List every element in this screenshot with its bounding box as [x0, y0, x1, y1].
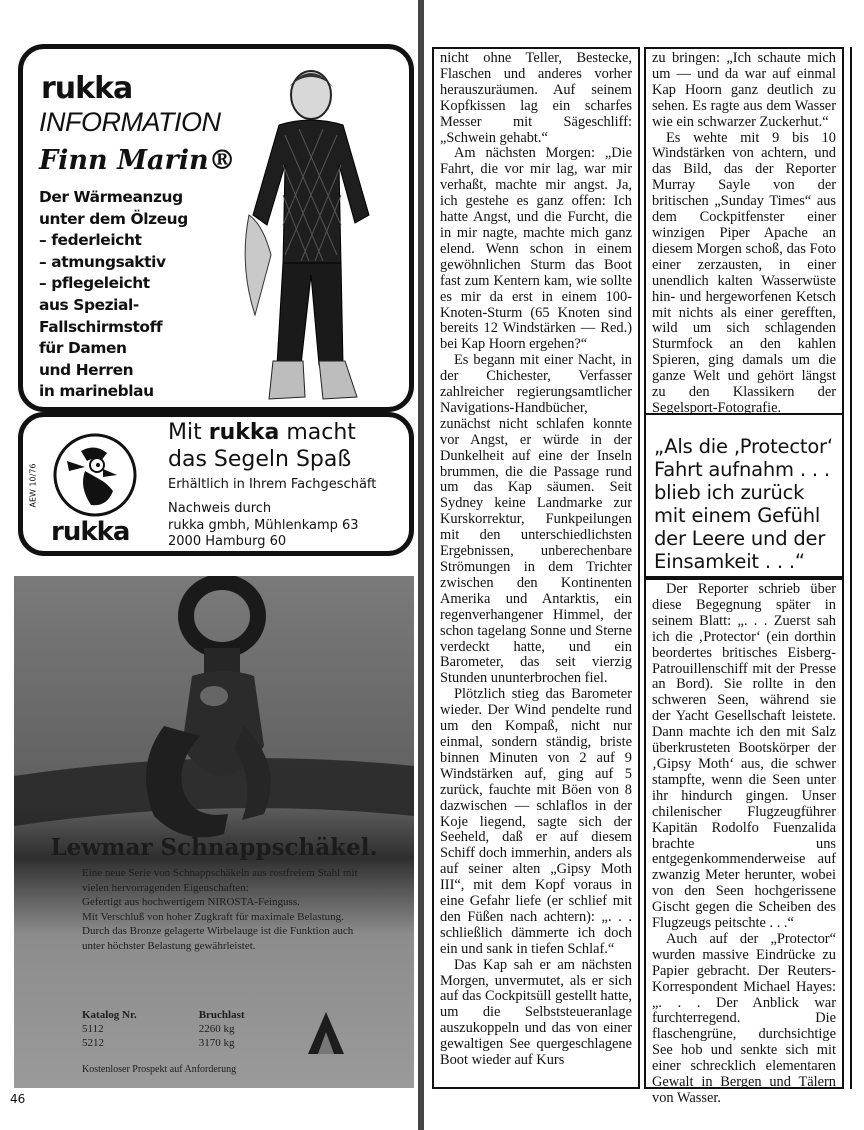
- table-header: Bruchlast: [198, 1009, 245, 1021]
- article-paragraph: Am nächsten Morgen: „Die Fahrt, die vor mir lag, war mir verhaßt, machte mir angst. Ja, ich gestehe es ganz offen: Ich hatte Angst, und die Furcht, die in mir nagte, machte mich ganz elend. Wenn schon in einem gewöhnlichen Sturm das Boot fast zum Kentern kam, wie sollte es mir da erst in einem 100-Knoten-Sturm (65 Knoten sind bereits 12 Windstärken — Red.) bei Kap Hoorn ergehen?“: [440, 145, 632, 353]
- rukka-ad-top-panel: [18, 44, 414, 412]
- page-number: 46: [10, 1092, 26, 1106]
- lewmar-footer: Kostenloser Prospekt auf Anforderung: [82, 1064, 237, 1075]
- rukka-claim: Fallschirmstoff: [39, 317, 163, 336]
- lewmar-headline: Lewmar Schnappschäkel.: [50, 834, 378, 861]
- article-column-2-bottom: [644, 578, 844, 1106]
- contact-line: Nachweis durch: [168, 501, 272, 516]
- contact-line: rukka gmbh, Mühlenkamp 63: [168, 517, 359, 533]
- rukka-claim: und Herren: [39, 360, 134, 379]
- article-paragraph: Auch auf der „Protector“ wurden massive Eindrücke zu Papier gebracht. Der Reuters-Korrespondent Michael Hayes: „. . . Der Anblick war furchterregend. Die flaschengrüne, durchsichtige See hob und senkte sich mit einer schrecklich elementaren Gewalt in Bergen und Tälern von Wasser.: [652, 930, 836, 1106]
- rukka-availability: Erhältlich in Ihrem Fachgeschäft: [168, 477, 377, 492]
- contact-line: 2000 Hamburg 60: [168, 534, 287, 549]
- article-paragraph: Das Kap sah er am nächsten Morgen, unvermutet, als er sich auf das Cockpitsüll gestellt hatte, um die Selbststeueranlage auszukoppeln und das von einer gewaltigen See quergeschlagene Boot wieder auf Kurs: [440, 956, 632, 1069]
- slogan-post: macht: [286, 420, 356, 445]
- slogan-pre: Mit: [168, 420, 202, 445]
- table-row: [82, 1036, 298, 1050]
- rukka-slogan: [168, 419, 356, 473]
- rukka-ad-code: [25, 437, 41, 537]
- slogan-brand: rukka: [208, 420, 280, 445]
- rukka-headline: INFORMATION: [39, 107, 221, 137]
- table-cell: 5212: [82, 1037, 104, 1049]
- article-paragraph: zu bringen: „Ich schaute mich um — und da war auf einmal Kap Hoorn ganz deutlich zu sehen. Es ragte aus dem Wasser wie ein schwarzer Zuckerhut.“: [652, 50, 836, 130]
- rukka-claim: unter dem Ölzeug: [39, 209, 188, 228]
- table-cell: 3170 kg: [198, 1037, 235, 1049]
- rukka-claims: [39, 187, 219, 403]
- rukka-small-logo: rukka: [51, 517, 130, 547]
- rukka-ad-code-text: AEW 10/76: [28, 463, 38, 508]
- rukka-claim: aus Spezial-: [39, 295, 139, 314]
- rukka-claim: – pflegeleicht: [39, 274, 150, 293]
- pull-quote: „Als die ‚Protector‘ Fahrt aufnahm . . . blieb ich zurück mit einem Gefühl der Leere und der Einsamkeit . . .“: [644, 413, 844, 578]
- article-paragraph: Plötzlich stieg das Barometer wieder. Der Wind pendelte rund um den Kompaß, nicht nur einmal, sondern ständig, briste binnen Minuten von 2 auf 9 Windstärken auf, ging auf 5 zurück, fauchte mit Böen von 8 dazwischen — schlaflos in der Koje liegend, sagte sich der Seeheld, daß er auf diesem Schiff doch immerhin, anders als auf seiner alten „Gipsy Moth III“, mit dem Kopf voraus in eine Gefahr liefe (er schlief mit den Füßen nach achtern): „. . . schließlich dämmerte ich doch ein und sank in tiefen Schlaf.“: [440, 686, 632, 957]
- table-header-row: [82, 1008, 298, 1022]
- rukka-claim: in marineblau: [39, 382, 154, 401]
- rukka-claim: Der Wärmeanzug: [39, 188, 183, 206]
- table-cell: 2260 kg: [198, 1023, 235, 1035]
- rukka-claim: – atmungsaktiv: [39, 252, 166, 271]
- article-paragraph: Es begann mit einer Nacht, in der Chichester, Verfasser zahlreicher regierungsamtlicher Navigations-Handbücher, zunächst nicht schlafen konnte vor Angst, er würde in der Dunkelheit auf eine der Inseln brummen, die die Passage rund um das Kap säumen. Seit Sydney keine Landmarke zur Kurskorrektur, Funkpeilungen mit den unterschiedlichsten Ergebnissen, unberechenbare Strömungen in dem Trichter zwischen den Kontinenten Amerika und Antarktis, ein regenverhangener Himmel, der schon tagelang Sonne und Sterne verdeckt hatte, und ein Barometer, das seit vierzig Stunden ununterbrochen fiel.: [440, 352, 632, 687]
- lewmar-body-line: Durch das Bronze gelagerte Wirbelauge ist die Funktion auch unter höchster Belastung gewährleistet.: [82, 925, 354, 952]
- lewmar-body: [82, 866, 378, 953]
- rukka-contact: [168, 501, 359, 551]
- lewmar-body-line: Gefertigt aus hochwertigem NIROSTA-Feinguss.: [82, 896, 300, 908]
- rukka-product-name: Finn Marin®: [39, 145, 236, 176]
- rukka-logo: rukka: [41, 71, 133, 106]
- right-border-line: [850, 47, 852, 1089]
- lewmar-ad: [14, 576, 414, 1088]
- rukka-claim: – federleicht: [39, 231, 142, 250]
- article-column-2-top: [644, 47, 844, 416]
- lewmar-logo-mark: [306, 1008, 346, 1056]
- article-paragraph: Der Reporter schrieb über diese Begegnung später in seinem Blatt: „. . . Zuerst sah ich die ‚Protector‘ (ein dorthin beordertes britisches Eisberg-Patrouillenschiff mit der Presse an Bord). Sie rollte in den schweren Seen, während sie der Yacht Gesellschaft leistete. Dann machte ich den mit Salz überkrusteten Bootskörper der ‚Gipsy Moth‘ aus, die schwer stampfte, wenn die Seen unter ihr hindurch gingen. Unser chilenischer Flugzeugführer Kapitän Rodolfo Fuenzalida brachte uns entgegenkommenderweise auf zwanzig Meter herunter, wobei von den Seen hochgerissene Gischt gegen die Scheiben des Flugzeugs peitschte . . .“: [652, 581, 836, 932]
- rukka-bird-logo: [51, 431, 139, 519]
- lewmar-body-line: Eine neue Serie von Schnappschäkeln aus rostfreiem Stahl mit vielen hervorragenden Eigenschaften:: [82, 867, 358, 894]
- lewmar-body-line: Mit Verschluß von hoher Zugkraft für maximale Belastung.: [82, 910, 344, 923]
- slogan-line2: das Segeln Spaß: [168, 447, 352, 472]
- lewmar-spec-table: [82, 1008, 298, 1050]
- table-cell: 5112: [82, 1023, 104, 1035]
- table-row: [82, 1022, 298, 1036]
- table-header: Katalog Nr.: [82, 1009, 137, 1021]
- article-paragraph: nicht ohne Teller, Bestecke, Flaschen und anderes vorher herauszuräumen. Auf seinem Kopfkissen lag ein scharfes Messer mit Sägeschliff: „Schwein gehabt.“: [440, 50, 632, 146]
- page-gutter: [418, 0, 424, 1130]
- model-photo: [219, 65, 399, 405]
- rukka-ad-bottom-panel: [18, 412, 414, 556]
- article-paragraph: Es wehte mit 9 bis 10 Windstärken von achtern, und das Bild, das der Reporter Murray Sayle von der britischen „Sunday Times“ aus dem Cockpitfenster einer winzigen Piper Apache an diesem Morgen schoß, das Foto einer zerzausten, in einer unendlich kalten Wasserwüste hin- und hergeworfenen Ketsch mit nichts als einer gerefften, wild um sich schlagenden Sturmfock an den kahlen Spieren, ging damals um die ganze Welt und gehört längst zu den Klassikern der Segelsport-Fotografie.: [652, 129, 836, 416]
- article-column-1: [432, 47, 640, 1089]
- rukka-claim: für Damen: [39, 339, 127, 358]
